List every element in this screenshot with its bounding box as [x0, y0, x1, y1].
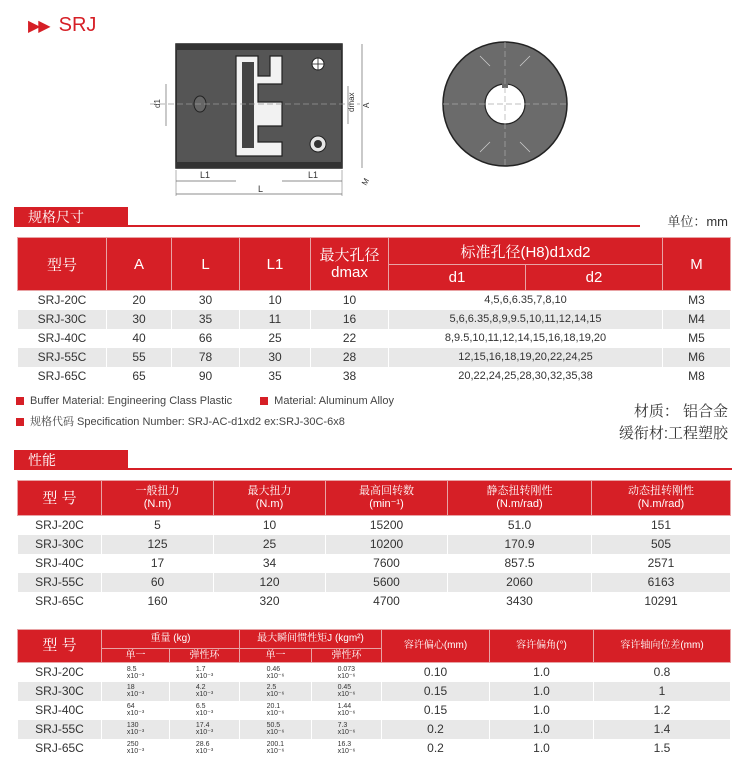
- cell-l: 78: [172, 348, 240, 367]
- cell-angular: 1.0: [490, 663, 594, 682]
- table-row: [18, 701, 731, 720]
- col-model: 型 号: [18, 481, 102, 516]
- cell-weight-elastic: [170, 663, 240, 682]
- col-max-torque-label: 最大扭力: [247, 485, 292, 497]
- col-inertia-elastic: 弹性环: [312, 649, 382, 663]
- j1-mantissa: 20.1: [266, 703, 281, 711]
- cell-static: 170.9: [448, 535, 592, 554]
- cell-dynamic: 505: [592, 535, 731, 554]
- col-dmax: [311, 238, 389, 291]
- cell-model: SRJ-40C: [18, 554, 102, 573]
- material-cn-line1: 材质： 铝合金: [633, 403, 728, 420]
- j1-mantissa: 2.5: [266, 684, 277, 692]
- cell-a: 40: [107, 329, 172, 348]
- material-cn: [619, 401, 728, 445]
- col-torque-unit: (N.m): [143, 498, 172, 510]
- cell-speed: 10200: [326, 535, 448, 554]
- j1-exp: x10⁻⁶: [266, 729, 285, 737]
- cell-model: SRJ-20C: [18, 663, 102, 682]
- cell-l1: 35: [240, 367, 311, 386]
- col-weight-single: 单一: [102, 649, 170, 663]
- table-row: [18, 516, 731, 535]
- cell-weight-single: [102, 701, 170, 720]
- cell-torque: 17: [102, 554, 214, 573]
- col-torque: [102, 481, 214, 516]
- cell-parallel: 0.15: [382, 701, 490, 720]
- cell-axial: 1.5: [594, 739, 731, 758]
- table-row: [18, 554, 731, 573]
- table-row: [18, 310, 731, 329]
- w2-mantissa: 6.5: [195, 703, 206, 711]
- w1-mantissa: 64: [126, 703, 135, 711]
- dim-l: L: [258, 184, 264, 194]
- cell-m: M5: [663, 329, 731, 348]
- spec-table: [17, 237, 731, 386]
- red-square-icon: [16, 418, 24, 426]
- cell-dynamic: 151: [592, 516, 731, 535]
- cell-m: M3: [663, 291, 731, 310]
- section-spec-bar: [14, 207, 640, 227]
- cell-dynamic: 6163: [592, 573, 731, 592]
- double-arrow-icon: ▶▶: [28, 17, 49, 35]
- w1-exp: x10⁻³: [126, 748, 145, 756]
- col-static: [448, 481, 592, 516]
- cell-m: M8: [663, 367, 731, 386]
- cell-speed: 5600: [326, 573, 448, 592]
- cell-parallel: 0.15: [382, 682, 490, 701]
- section-perf-title: 性能: [14, 450, 128, 470]
- cell-bore: 20,22,24,25,28,30,32,35,38: [389, 367, 663, 386]
- j2-mantissa: 16.3: [337, 741, 352, 749]
- cell-model: SRJ-20C: [18, 516, 102, 535]
- cell-m: M4: [663, 310, 731, 329]
- cell-l1: 30: [240, 348, 311, 367]
- j1-exp: x10⁻⁶: [266, 710, 285, 718]
- w2-exp: x10⁻³: [195, 710, 214, 718]
- col-parallel: 容许偏心(mm): [382, 630, 490, 663]
- col-dynamic-label: 动态扭转刚性: [628, 485, 694, 497]
- col-speed-unit: (min⁻¹): [369, 498, 404, 510]
- notes-row-1: [16, 391, 394, 412]
- cell-weight-elastic: [170, 720, 240, 739]
- cell-model: SRJ-30C: [18, 682, 102, 701]
- cell-inertia-single: [240, 720, 312, 739]
- cell-bore: 12,15,16,18,19,20,22,24,25: [389, 348, 663, 367]
- cell-inertia-elastic: [312, 663, 382, 682]
- w2-exp: x10⁻³: [195, 729, 214, 737]
- cell-max-torque: 120: [214, 573, 326, 592]
- w1-mantissa: 8.5: [126, 665, 137, 673]
- material-notes: [16, 391, 394, 433]
- cell-torque: 160: [102, 592, 214, 611]
- cell-model: SRJ-65C: [18, 739, 102, 758]
- table-row: [18, 535, 731, 554]
- cell-dynamic: 10291: [592, 592, 731, 611]
- cell-weight-single: [102, 739, 170, 758]
- col-l1: L1: [240, 238, 311, 291]
- note-buffer: Buffer Material: Engineering Class Plastic: [30, 395, 233, 407]
- cell-static: 51.0: [448, 516, 592, 535]
- w1-exp: x10⁻³: [126, 710, 145, 718]
- cell-parallel: 0.2: [382, 720, 490, 739]
- cell-model: SRJ-55C: [18, 573, 102, 592]
- j2-exp: x10⁻⁶: [337, 748, 356, 756]
- col-max-torque-unit: (N.m): [255, 498, 284, 510]
- w2-exp: x10⁻³: [195, 672, 214, 680]
- note-spec-code: 规格代码 Specification Number: SRJ-AC-d1xd2 ex:SRJ-30C-6x8: [30, 416, 345, 428]
- col-speed-label: 最高回转数: [359, 485, 414, 497]
- col-speed: [326, 481, 448, 516]
- cell-a: 20: [107, 291, 172, 310]
- cell-model: SRJ-40C: [18, 701, 102, 720]
- cell-weight-single: [102, 663, 170, 682]
- cell-inertia-elastic: [312, 739, 382, 758]
- w2-mantissa: 4.2: [195, 684, 206, 692]
- cell-inertia-elastic: [312, 682, 382, 701]
- cell-weight-elastic: [170, 701, 240, 720]
- side-view: [150, 44, 362, 196]
- cell-a: 55: [107, 348, 172, 367]
- table-row: [18, 682, 731, 701]
- cell-l1: 25: [240, 329, 311, 348]
- cell-model: SRJ-30C: [18, 310, 107, 329]
- cell-parallel: 0.2: [382, 739, 490, 758]
- section-perf-line: [14, 468, 732, 470]
- cell-axial: 0.8: [594, 663, 731, 682]
- w2-mantissa: 17.4: [195, 722, 210, 730]
- cell-inertia-single: [240, 663, 312, 682]
- col-dmax-line1: 最大孔径: [319, 247, 380, 264]
- table-row: [18, 720, 731, 739]
- dim-a: A: [362, 102, 371, 108]
- red-square-icon: [260, 397, 268, 405]
- coupling-drawing: [150, 36, 610, 196]
- cell-speed: 4700: [326, 592, 448, 611]
- section-perf-bar: [14, 450, 732, 470]
- cell-bore: 8,9.5,10,11,12,14,15,16,18,19,20: [389, 329, 663, 348]
- col-max-torque: [214, 481, 326, 516]
- cell-weight-elastic: [170, 682, 240, 701]
- col-model: 型号: [18, 238, 107, 291]
- cell-dynamic: 2571: [592, 554, 731, 573]
- cell-model: SRJ-20C: [18, 291, 107, 310]
- cell-weight-single: [102, 720, 170, 739]
- cell-dmax: 10: [311, 291, 389, 310]
- col-dynamic-unit: (N.m/rad): [637, 498, 685, 510]
- col-angular: 容许偏角(°): [490, 630, 594, 663]
- notes-row-2: [16, 412, 394, 433]
- cell-model: SRJ-55C: [18, 720, 102, 739]
- cell-bore: 4,5,6,6.35,7,8,10: [389, 291, 663, 310]
- table-row: [18, 573, 731, 592]
- front-view: [443, 42, 567, 166]
- w2-mantissa: 1.7: [195, 665, 206, 673]
- cell-l: 35: [172, 310, 240, 329]
- cell-angular: 1.0: [490, 682, 594, 701]
- col-l: L: [172, 238, 240, 291]
- product-title: SRJ: [58, 14, 97, 36]
- w1-mantissa: 250: [126, 741, 139, 749]
- table-row: [18, 367, 731, 386]
- cell-dmax: 28: [311, 348, 389, 367]
- col-axial: 容许轴向位差(mm): [594, 630, 731, 663]
- col-dmax-line2: dmax: [331, 264, 368, 281]
- j2-mantissa: 1.44: [337, 703, 352, 711]
- j2-mantissa: 0.45: [337, 684, 352, 692]
- col-weight-elastic: 弹性环: [170, 649, 240, 663]
- cell-inertia-single: [240, 739, 312, 758]
- cell-m: M6: [663, 348, 731, 367]
- col-weight: 重量 (kg): [102, 630, 240, 649]
- j1-exp: x10⁻⁶: [266, 691, 285, 699]
- table-row: [18, 592, 731, 611]
- table-row: [18, 739, 731, 758]
- cell-axial: 1: [594, 682, 731, 701]
- cell-model: SRJ-40C: [18, 329, 107, 348]
- unit-label: 单位：mm: [667, 214, 728, 229]
- col-d1: d1: [389, 265, 526, 291]
- cell-inertia-elastic: [312, 701, 382, 720]
- table-row: [18, 291, 731, 310]
- cell-angular: 1.0: [490, 701, 594, 720]
- dim-m: M: [359, 176, 372, 187]
- cell-model: SRJ-65C: [18, 367, 107, 386]
- cell-static: 2060: [448, 573, 592, 592]
- col-dynamic: [592, 481, 731, 516]
- table-row: [18, 663, 731, 682]
- cell-speed: 7600: [326, 554, 448, 573]
- cell-l: 90: [172, 367, 240, 386]
- cell-a: 30: [107, 310, 172, 329]
- col-inertia-single: 单一: [240, 649, 312, 663]
- cell-weight-elastic: [170, 739, 240, 758]
- w1-exp: x10⁻³: [126, 729, 145, 737]
- cell-torque: 5: [102, 516, 214, 535]
- j1-mantissa: 50.5: [266, 722, 281, 730]
- cell-parallel: 0.10: [382, 663, 490, 682]
- cell-l1: 10: [240, 291, 311, 310]
- j1-mantissa: 200.1: [266, 741, 285, 749]
- dim-dmax: dmax: [347, 92, 356, 112]
- red-square-icon: [16, 397, 24, 405]
- cell-l: 30: [172, 291, 240, 310]
- note-material: Material: Aluminum Alloy: [274, 395, 394, 407]
- cell-model: SRJ-65C: [18, 592, 102, 611]
- w2-exp: x10⁻³: [195, 748, 214, 756]
- cell-a: 65: [107, 367, 172, 386]
- cell-l: 66: [172, 329, 240, 348]
- j2-exp: x10⁻⁶: [337, 729, 356, 737]
- j1-exp: x10⁻⁶: [266, 748, 285, 756]
- j2-mantissa: 7.3: [337, 722, 348, 730]
- cell-torque: 60: [102, 573, 214, 592]
- col-model: 型 号: [18, 630, 102, 663]
- cell-max-torque: 320: [214, 592, 326, 611]
- col-static-label: 静态扭转刚性: [486, 485, 553, 497]
- cell-max-torque: 10: [214, 516, 326, 535]
- col-inertia: 最大瞬间惯性矩J (kgm²): [240, 630, 382, 649]
- col-torque-label: 一般扭力: [135, 485, 180, 497]
- mass-inertia-table: [17, 629, 731, 758]
- dim-l1-left: L1: [200, 170, 211, 180]
- col-std-bore: 标准孔径(H8)d1xd2: [389, 238, 663, 265]
- cell-bore: 5,6,6.35,8,9,9.5,10,11,12,14,15: [389, 310, 663, 329]
- material-cn-line2: 缓衔材:工程塑胶: [618, 425, 728, 442]
- w1-mantissa: 18: [126, 684, 135, 692]
- section-spec-line: [14, 225, 640, 227]
- cell-axial: 1.4: [594, 720, 731, 739]
- section-spec-title: 规格尺寸: [14, 207, 128, 227]
- w1-mantissa: 130: [126, 722, 139, 730]
- performance-table: [17, 480, 731, 611]
- col-m: M: [663, 238, 731, 291]
- w1-exp: x10⁻³: [126, 672, 145, 680]
- w2-mantissa: 28.6: [195, 741, 210, 749]
- cell-inertia-single: [240, 701, 312, 720]
- j2-mantissa: 0.073: [337, 665, 356, 673]
- cell-inertia-single: [240, 682, 312, 701]
- j1-mantissa: 0.46: [266, 665, 281, 673]
- dim-l1-right: L1: [308, 170, 319, 180]
- cell-angular: 1.0: [490, 720, 594, 739]
- cell-dmax: 38: [311, 367, 389, 386]
- product-header: [28, 14, 96, 37]
- cell-torque: 125: [102, 535, 214, 554]
- cell-inertia-elastic: [312, 720, 382, 739]
- cell-static: 3430: [448, 592, 592, 611]
- cell-speed: 15200: [326, 516, 448, 535]
- col-a: A: [107, 238, 172, 291]
- w2-exp: x10⁻³: [195, 691, 214, 699]
- j2-exp: x10⁻⁶: [337, 710, 356, 718]
- table-row: [18, 348, 731, 367]
- cell-dmax: 16: [311, 310, 389, 329]
- cell-model: SRJ-30C: [18, 535, 102, 554]
- j1-exp: x10⁻⁶: [266, 672, 285, 680]
- cell-max-torque: 25: [214, 535, 326, 554]
- cell-model: SRJ-55C: [18, 348, 107, 367]
- table-row: [18, 329, 731, 348]
- cell-dmax: 22: [311, 329, 389, 348]
- dim-d1: d1: [153, 99, 162, 108]
- cell-max-torque: 34: [214, 554, 326, 573]
- cell-l1: 11: [240, 310, 311, 329]
- col-static-unit: (N.m/rad): [496, 498, 543, 510]
- cell-axial: 1.2: [594, 701, 731, 720]
- j2-exp: x10⁻⁶: [337, 691, 356, 699]
- j2-exp: x10⁻⁶: [337, 672, 356, 680]
- w1-exp: x10⁻³: [126, 691, 145, 699]
- col-d2: d2: [526, 265, 663, 291]
- cell-static: 857.5: [448, 554, 592, 573]
- cell-weight-single: [102, 682, 170, 701]
- cell-angular: 1.0: [490, 739, 594, 758]
